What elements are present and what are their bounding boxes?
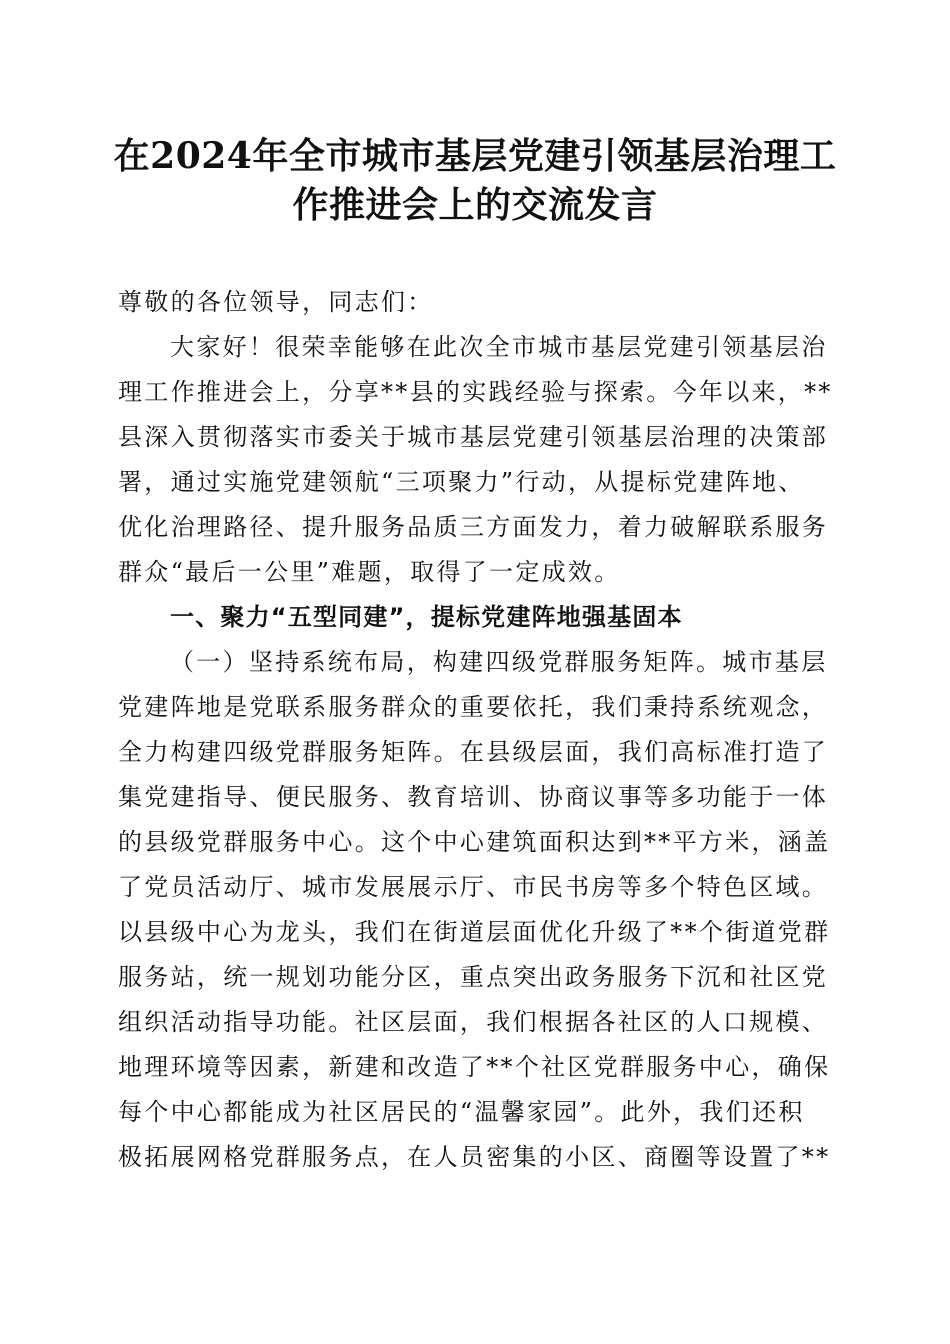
section-1-line: 党建阵地是党联系服务群众的重要依托，我们秉持系统观念， <box>118 693 829 721</box>
section-1-line: 每个中心都能成为社区居民的“温馨家园”。此外，我们还积 <box>118 1098 805 1126</box>
section-1-paragraph <box>118 640 834 1180</box>
intro-line: 县深入贯彻落实市委关于城市基层党建引领基层治理的决策部 <box>118 423 829 451</box>
section-1-line: 的县级党群服务中心。这个中心建筑面积达到**平方米，涵盖 <box>118 828 831 856</box>
document-title <box>100 132 850 230</box>
section-1-line: 地理环境等因素，新建和改造了**个社区党群服务中心，确保 <box>118 1053 831 1081</box>
section-1-line: 以县级中心为龙头，我们在街道层面优化升级了**个街道党群 <box>118 918 831 946</box>
intro-line: 群众“最后一公里”难题，取得了一定成效。 <box>118 558 621 586</box>
salutation: 尊敬的各位领导，同志们： <box>118 288 434 316</box>
title-line-2: 作推进会上的交流发言 <box>292 184 658 226</box>
section-1-line: （一）坚持系统布局，构建四级党群服务矩阵。城市基层 <box>170 648 828 676</box>
section-1-line: 极拓展网格党群服务点，在人员密集的小区、商圈等设置了** <box>118 1143 831 1171</box>
title-line-1: 在2024年全市城市基层党建引领基层治理工 <box>113 135 837 177</box>
section-1-line: 集党建指导、便民服务、教育培训、协商议事等多功能于一体 <box>118 783 829 811</box>
section-1-line: 全力构建四级党群服务矩阵。在县级层面，我们高标准打造了 <box>118 738 829 766</box>
document-body <box>118 280 834 1180</box>
intro-paragraph <box>118 325 834 595</box>
section-1-line: 组织活动指导功能。社区层面，我们根据各社区的人口规模、 <box>118 1008 829 1036</box>
intro-line: 优化治理路径、提升服务品质三方面发力，着力破解联系服务 <box>118 513 829 541</box>
section-1-line: 服务站，统一规划功能分区，重点突出政务服务下沉和社区党 <box>118 963 829 991</box>
intro-line: 理工作推进会上，分享**县的实践经验与探索。今年以来，** <box>118 378 833 406</box>
section-1-heading: 一、聚力“五型同建”，提标党建阵地强基固本 <box>170 603 683 631</box>
intro-line: 大家好！很荣幸能够在此次全市城市基层党建引领基层治 <box>170 333 828 361</box>
intro-line: 署，通过实施党建领航“三项聚力”行动，从提标党建阵地、 <box>118 468 805 496</box>
section-1-line: 了党员活动厅、城市发展展示厅、市民书房等多个特色区域。 <box>118 873 829 901</box>
